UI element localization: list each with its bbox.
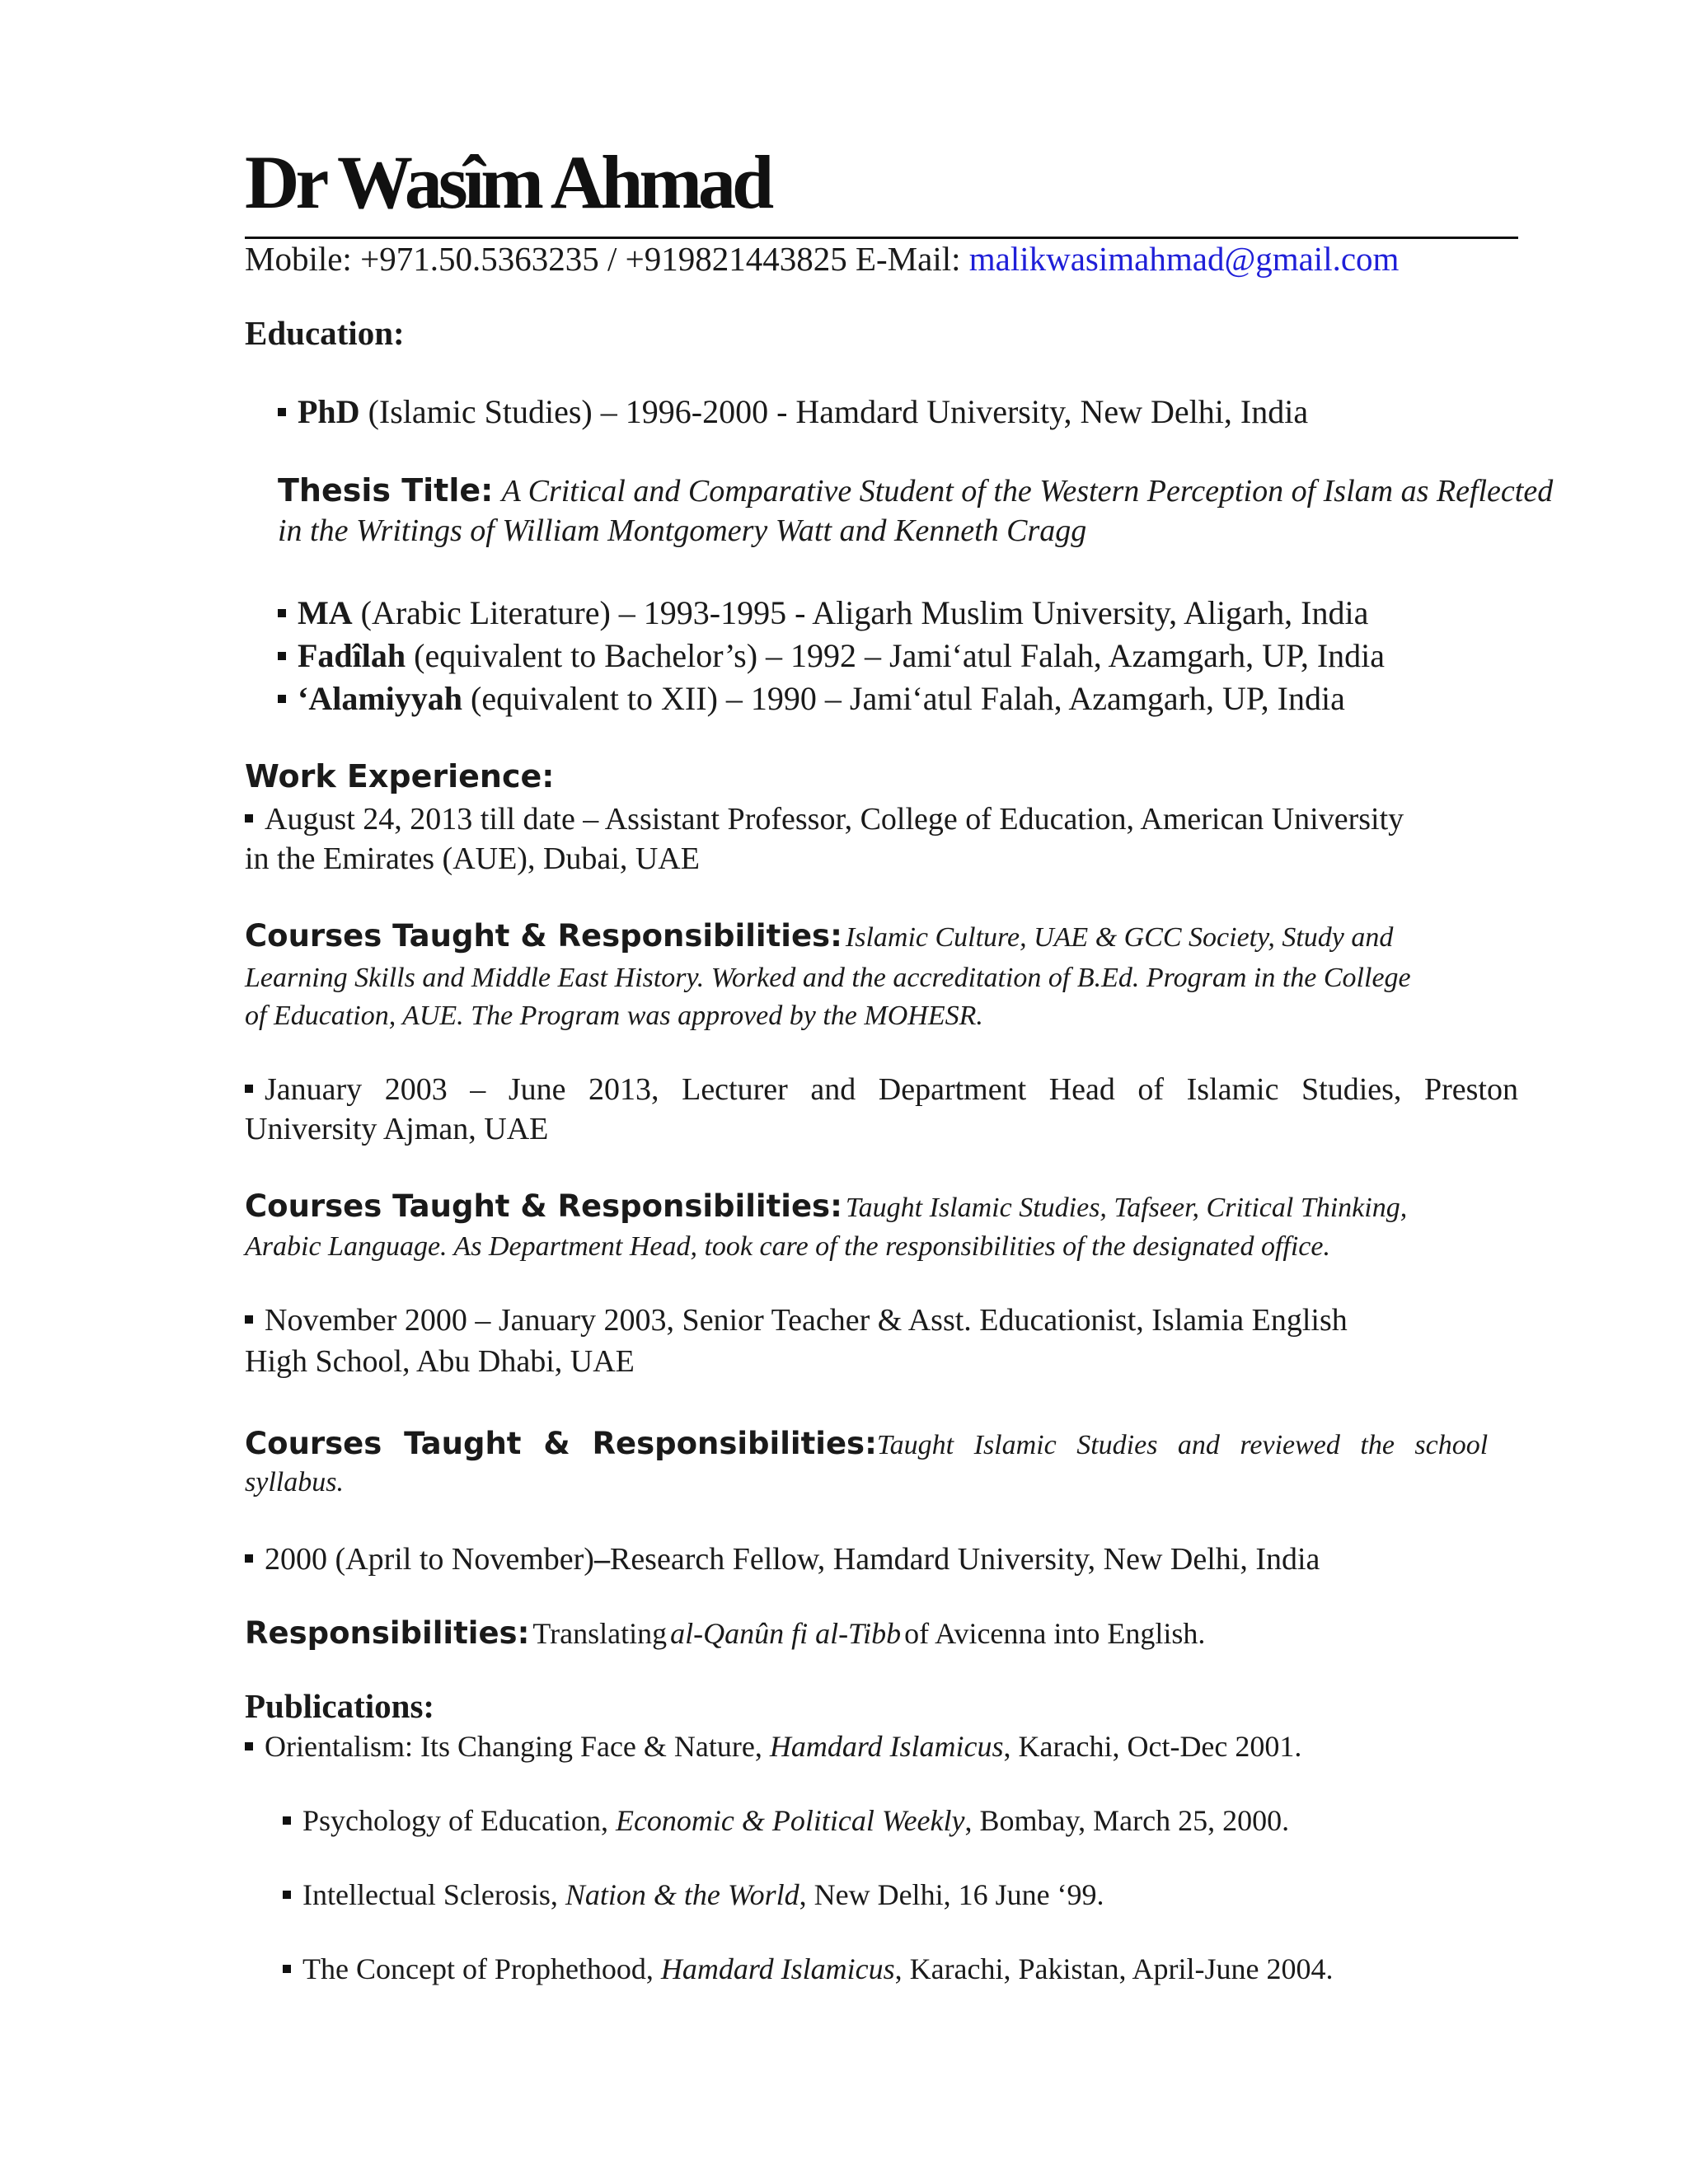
publication-item: The Concept of Prophethood, Hamdard Islamicus, Karachi, Pakistan, April-June 2004. <box>283 1952 1334 1986</box>
degree-detail: (equivalent to Bachelor’s) – 1992 – Jami‘atul Falah, Azamgarh, UP, India <box>414 637 1386 674</box>
job-3-courses <box>245 1426 1489 1461</box>
responsibilities-label: Responsibilities: <box>245 1615 530 1651</box>
bullet-icon <box>283 1891 291 1899</box>
publications-heading: Publications: <box>245 1687 435 1725</box>
degree-name: ‘Alamiyyah <box>298 680 462 717</box>
degree-name: PhD <box>298 393 360 430</box>
courses-label: Courses Taught & Responsibilities: <box>245 1426 877 1461</box>
work-heading: Work Experience: <box>245 758 555 794</box>
publication-item: Psychology of Education, Economic & Political Weekly, Bombay, March 25, 2000. <box>283 1803 1289 1838</box>
thesis-title-2: in the Writings of William Montgomery Watt and Kenneth Cragg <box>278 513 1087 548</box>
job-4-line-1: 2000 (April to November)–Research Fellow, Hamdard University, New Delhi, India <box>245 1541 1320 1577</box>
mobile-value: +971.50.5363235 / +919821443825 <box>360 240 847 278</box>
job-2-line-2: University Ajman, UAE <box>245 1112 549 1146</box>
mobile-label: Mobile: <box>245 240 352 278</box>
education-item-alamiyyah <box>278 679 1345 718</box>
bullet-icon <box>245 1742 253 1750</box>
education-item-fadilah <box>278 636 1385 675</box>
education-item-phd <box>278 392 1308 431</box>
bullet-icon <box>245 1315 253 1324</box>
job-2-courses-2: Arabic Language. As Department Head, took care of the responsibilities of the designated office. <box>245 1231 1330 1262</box>
job-3-line-1: November 2000 – January 2003, Senior Teacher & Asst. Educationist, Islamia English <box>245 1302 1348 1338</box>
courses-desc-1: Taught Islamic Studies, Tafseer, Critical Thinking, <box>845 1193 1408 1223</box>
education-heading: Education: <box>245 314 405 352</box>
courses-desc-1: Taught Islamic Studies and reviewed the school <box>876 1430 1489 1460</box>
degree-name: Fadîlah <box>298 637 406 674</box>
bullet-icon <box>245 1554 253 1563</box>
publication-item: Intellectual Sclerosis, Nation & the World, New Delhi, 16 June ‘99. <box>283 1877 1104 1912</box>
bullet-icon <box>245 1085 253 1093</box>
education-item-ma <box>278 593 1368 632</box>
bullet-icon <box>278 408 286 416</box>
bullet-icon <box>278 695 286 703</box>
courses-desc-1: Islamic Culture, UAE & GCC Society, Study and <box>845 922 1394 953</box>
bullet-icon <box>278 609 286 617</box>
job-1-courses-2: Learning Skills and Middle East History. Worked and the accreditation of B.Ed. Program in the College <box>245 963 1411 993</box>
bullet-icon <box>283 1816 291 1825</box>
job-3-line-2: High School, Abu Dhabi, UAE <box>245 1344 635 1379</box>
bullet-icon <box>245 814 253 823</box>
job-2-line-1: January 2003 – June 2013, Lecturer and Department Head of Islamic Studies, Preston <box>245 1071 1518 1108</box>
courses-label: Courses Taught & Responsibilities: <box>245 918 842 954</box>
degree-detail: (Islamic Studies) – 1996-2000 - Hamdard University, New Delhi, India <box>368 393 1309 430</box>
degree-name: MA <box>298 594 353 631</box>
job-1-courses <box>245 918 1393 954</box>
job-2-courses <box>245 1188 1407 1224</box>
candidate-name: Dr Wasîm Ahmad <box>245 140 771 224</box>
thesis-title-1: A Critical and Comparative Student of the Western Perception of Islam as Reflected <box>501 474 1554 509</box>
email-label: E-Mail: <box>855 240 961 278</box>
degree-detail: (equivalent to XII) – 1990 – Jami‘atul Falah, Azamgarh, UP, India <box>471 680 1345 717</box>
degree-detail: (Arabic Literature) – 1993-1995 - Aligarh Muslim University, Aligarh, India <box>360 594 1369 631</box>
job-1-line-1: August 24, 2013 till date – Assistant Professor, College of Education, American University <box>245 801 1404 837</box>
publication-item: Orientalism: Its Changing Face & Nature, Hamdard Islamicus, Karachi, Oct-Dec 2001. <box>245 1729 1301 1764</box>
job-1-line-2: in the Emirates (AUE), Dubai, UAE <box>245 841 700 876</box>
job-4-responsibilities: Responsibilities: Translating al-Qanûn fi al-Tibb of Avicenna into English. <box>245 1615 1206 1651</box>
email-link[interactable]: malikwasimahmad@gmail.com <box>968 240 1400 278</box>
thesis-line-1 <box>278 470 1553 509</box>
contact-line <box>245 239 1399 279</box>
bullet-icon <box>278 652 286 660</box>
bullet-icon <box>283 1965 291 1973</box>
job-1-courses-3: of Education, AUE. The Program was approved by the MOHESR. <box>245 1001 983 1031</box>
job-3-courses-2: syllabus. <box>245 1467 344 1497</box>
thesis-label: Thesis Title: <box>278 472 494 509</box>
courses-label: Courses Taught & Responsibilities: <box>245 1188 842 1224</box>
